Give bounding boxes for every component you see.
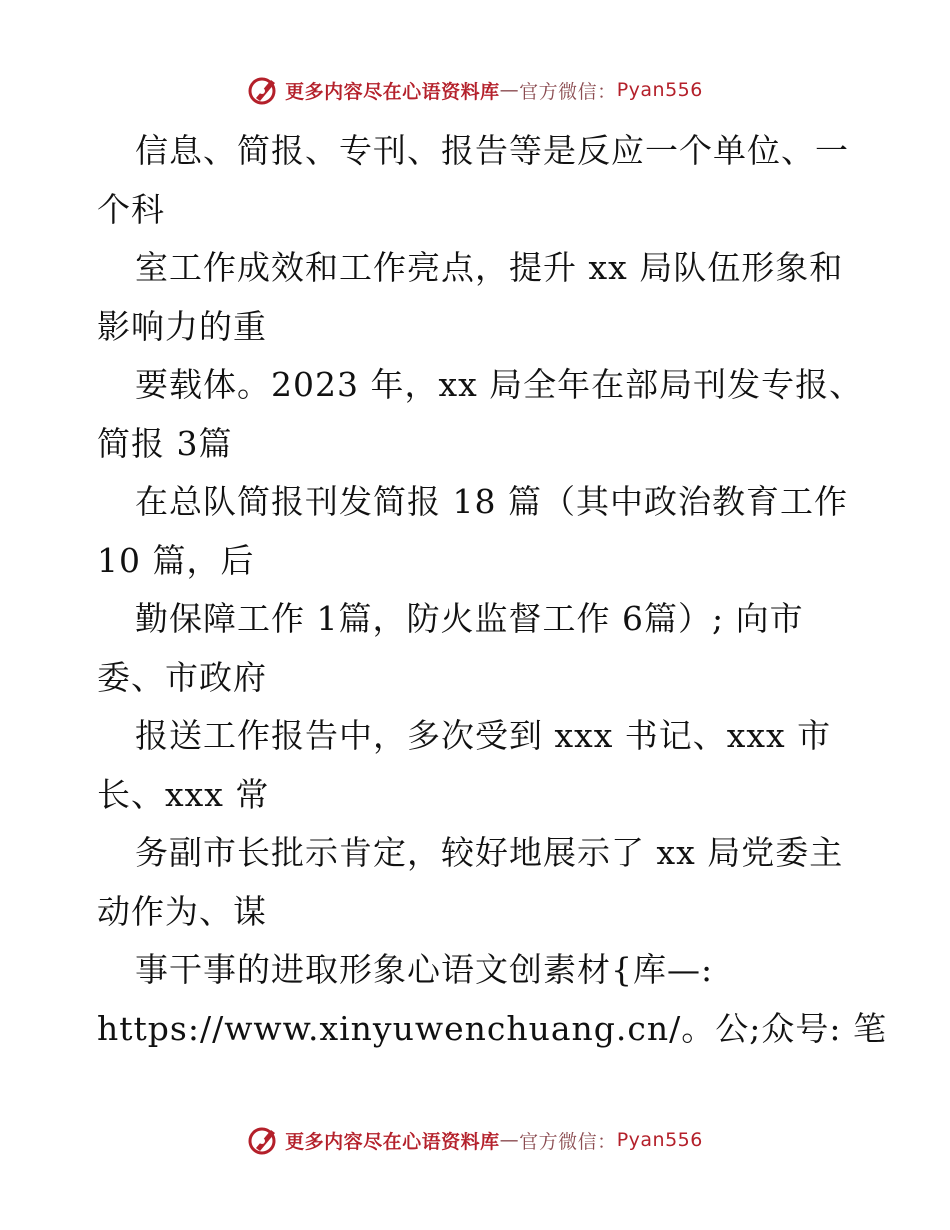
body-line: 动作为、谋 bbox=[97, 891, 267, 931]
body-line: 室工作成效和工作亮点，提升 xx 局队伍形象和 bbox=[135, 248, 844, 287]
body-line: 10 篇，后 bbox=[97, 540, 255, 580]
body-line: 个科 bbox=[97, 189, 165, 229]
body-line: 信息、简报、专刊、报告等是反应一个单位、一 bbox=[135, 131, 849, 170]
watermark-wechat-id: Pyan556 bbox=[616, 79, 703, 101]
body-line: 要载体。2023 年，xx 局全年在部局刊发专报、 bbox=[135, 365, 864, 404]
pen-logo-icon bbox=[247, 74, 279, 106]
watermark-sub-text: 官方微信： bbox=[519, 80, 617, 103]
url-line[interactable]: https://www.xinyuwenchuang.cn/。公;众号: 笔 bbox=[97, 1008, 887, 1048]
body-line: 简报 3篇 bbox=[97, 423, 233, 463]
body-line: 事干事的进取形象心语文创素材{库—: bbox=[135, 950, 714, 989]
watermark-sub-text: 官方微信： bbox=[519, 1130, 617, 1153]
document-body bbox=[97, 122, 887, 1058]
pen-logo-icon bbox=[247, 1124, 279, 1156]
header-watermark bbox=[0, 70, 950, 110]
body-line: 委、市政府 bbox=[97, 657, 267, 697]
watermark-main-text: 更多内容尽在心语资料库 bbox=[285, 80, 500, 103]
footer-watermark bbox=[0, 1120, 950, 1160]
watermark-wechat-id: Pyan556 bbox=[616, 1129, 703, 1151]
watermark-dash: — bbox=[499, 1129, 520, 1151]
body-line: 长、xxx 常 bbox=[97, 774, 270, 814]
body-line: 在总队简报刊发简报 18 篇（其中政治教育工作 bbox=[135, 482, 848, 521]
body-line: 影响力的重 bbox=[97, 306, 267, 346]
body-line: 报送工作报告中，多次受到 xxx 书记、xxx 市 bbox=[135, 716, 832, 755]
watermark-dash: — bbox=[499, 79, 520, 101]
body-line: 勤保障工作 1篇，防火监督工作 6篇）; 向市 bbox=[135, 599, 804, 638]
body-line: 务副市长批示肯定，较好地展示了 xx 局党委主 bbox=[135, 833, 844, 872]
watermark-main-text: 更多内容尽在心语资料库 bbox=[285, 1130, 500, 1153]
